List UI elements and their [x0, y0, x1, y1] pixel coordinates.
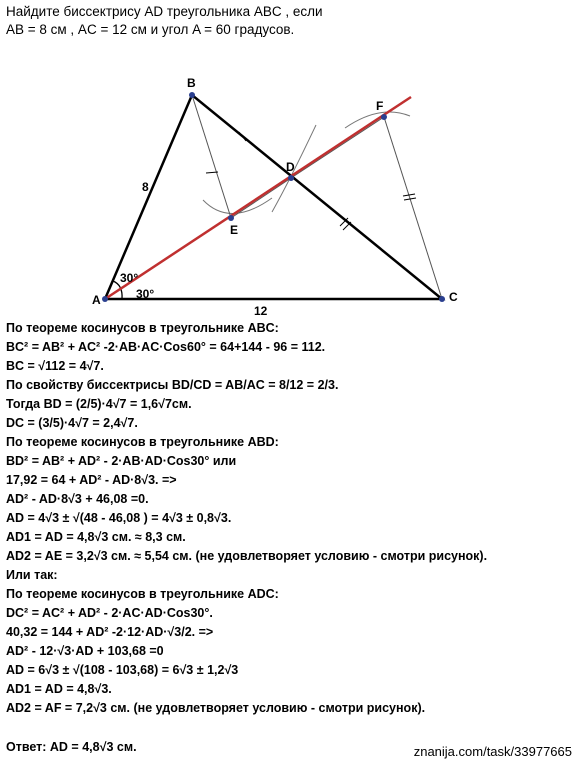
segment-fc	[384, 117, 442, 299]
solution-line: AD1 = AD = 4,8√3 см. ≈ 8,3 см.	[6, 530, 186, 544]
label-c: C	[449, 290, 458, 304]
label-angle-bottom: 30°	[136, 287, 155, 301]
solution-line: AD1 = AD = 4,8√3.	[6, 682, 112, 696]
point-f	[381, 114, 387, 120]
label-f: F	[376, 99, 384, 113]
question-line-2: AB = 8 см , AC = 12 см и угол A = 60 градусов.	[6, 22, 295, 37]
solution-line: По теореме косинусов в треугольнике ADC:	[6, 587, 279, 601]
point-a	[102, 296, 108, 302]
label-a: A	[92, 293, 101, 307]
label-ab-length: 8	[142, 180, 149, 194]
solution-line: AD = 6√3 ± √(108 - 103,68) = 6√3 ± 1,2√3	[6, 663, 239, 677]
solution-line: BD² = AB² + AD² - 2·AB·AD·Cos30° или	[6, 454, 237, 468]
segment-ed	[231, 178, 291, 218]
segment-be	[192, 95, 231, 218]
answer-line: Ответ: AD = 4,8√3 см.	[6, 740, 137, 754]
point-c	[439, 296, 445, 302]
source-footer: znanija.com/task/33977665	[413, 744, 572, 759]
question-line-1: Найдите биссектрису AD треугольника ABC , если	[6, 4, 323, 19]
solution-line: BC² = AB² + AC² -2·AB·AC·Cos60° = 64+144 - 96 = 112.	[6, 340, 326, 354]
solution-line: Тогда BD = (2/5)·4√7 = 1,6√7см.	[6, 397, 192, 411]
solution-line: 40,32 = 144 + AD² -2·12·AD·√3/2. =>	[6, 625, 214, 639]
solution-line: AD = 4√3 ± √(48 - 46,08 ) = 4√3 ± 0,8√3.	[6, 511, 232, 525]
label-d: D	[286, 160, 295, 174]
solution-line: DC = (3/5)·4√7 = 2,4√7.	[6, 416, 138, 430]
label-e: E	[230, 223, 239, 237]
solution-line: AD² - AD·8√3 + 46,08 =0.	[6, 492, 149, 506]
label-angle-top: 30°	[120, 271, 139, 285]
solution-line: По теореме косинусов в треугольнике ABD:	[6, 435, 279, 449]
solution-line: BC = √112 = 4√7.	[6, 359, 104, 373]
solution-line: DC² = AC² + AD² - 2·AC·AD·Cos30°.	[6, 606, 213, 620]
point-d	[288, 175, 294, 181]
solution-line: 17,92 = 64 + AD² - AD·8√3. =>	[6, 473, 177, 487]
bisector-line	[105, 97, 411, 299]
solution-line: По теореме косинусов в треугольнике ABC:	[6, 321, 279, 335]
solution-line: AD2 = AE = 3,2√3 см. ≈ 5,54 см. (не удовлетворяет условию - смотри рисунок).	[6, 549, 488, 563]
solution-line: По свойству биссектрисы BD/CD = AB/AC = 8/12 = 2/3.	[6, 378, 339, 392]
label-ac-length: 12	[254, 304, 268, 318]
triangle-abc	[105, 95, 442, 299]
triangle-figure	[0, 60, 578, 322]
solution-line: AD2 = AF = 7,2√3 см. (не удовлетворяет условию - смотри рисунок).	[6, 701, 426, 715]
solution-line: AD² - 12·√3·AD + 103,68 =0	[6, 644, 164, 658]
label-b: B	[187, 76, 196, 90]
point-b	[189, 92, 195, 98]
point-e	[228, 215, 234, 221]
solution-line: Или так:	[6, 568, 58, 582]
